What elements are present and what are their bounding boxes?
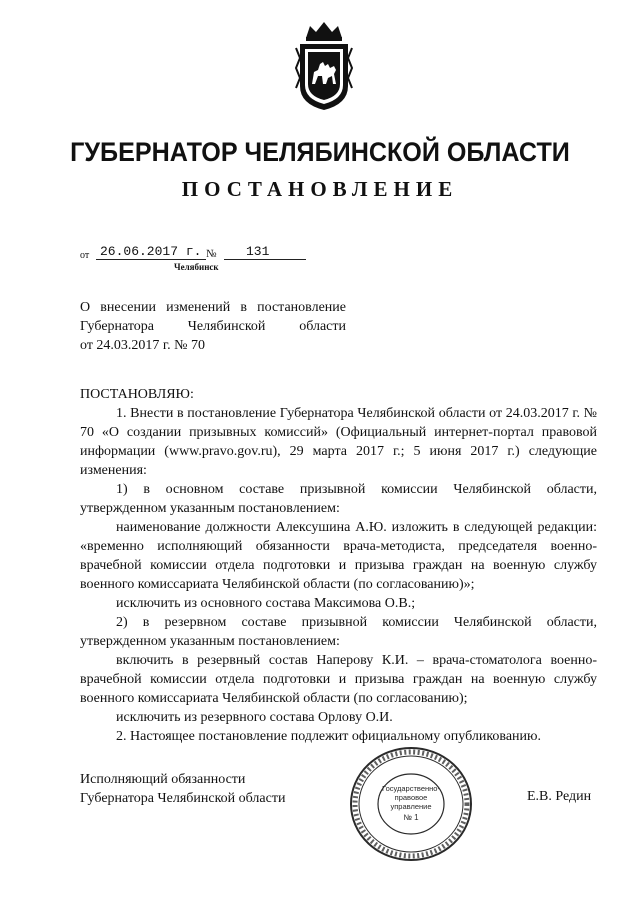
- body-paragraph: исключить из основного состава Максимова О.В.;: [116, 596, 416, 611]
- official-seal-stamp: [346, 744, 476, 864]
- seal-text: правовое: [394, 793, 428, 802]
- date-prefix: от: [80, 250, 90, 261]
- signatory-name: Е.В. Редин: [527, 789, 592, 804]
- number-prefix: №: [206, 248, 217, 260]
- body-paragraph: 1) в основном составе призывной комиссии Челябинской области, утвержденном указанным постановлением:: [80, 482, 597, 516]
- seal-text: управление: [390, 802, 432, 811]
- body-paragraph: исключить из резервного состава Орлову О.И.: [116, 710, 393, 725]
- document-date: 26.06.2017 г.: [96, 244, 206, 260]
- document-number: 131: [224, 244, 306, 260]
- body-paragraph: 2) в резервном составе призывной комиссии Челябинской области, утвержденном указанным постановлением:: [80, 615, 597, 649]
- body-paragraph: 1. Внести в постановление Губернатора Челябинской области от 24.03.2017 г. № 70 «О создании призывных комиссий» (Официальный интернет-портал правовой информации (www.pravo.gov.ru), 29 марта 2017 г.; 5 июня 2017 г.) следующие изменения:: [80, 406, 597, 478]
- signatory-position-line: Губернатора Челябинской области: [80, 791, 286, 806]
- seal-text: Государственно-: [382, 784, 440, 793]
- subject-line: О внесении изменений в постановление: [80, 300, 346, 315]
- document-body: [80, 385, 597, 746]
- body-paragraph: 2. Настоящее постановление подлежит официальному опубликованию.: [116, 729, 541, 744]
- resolution-heading: ПОСТАНОВЛЯЮ:: [80, 387, 194, 402]
- coat-of-arms-icon: [292, 18, 356, 114]
- body-paragraph: включить в резервный состав Наперову К.И. – врача-стоматолога военно-врачебной комиссии отдела подготовки и призыва граждан на военную службу военного комиссариата Челябинской области (по согласованию);: [80, 653, 597, 706]
- subject-line: от 24.03.2017 г. № 70: [80, 338, 205, 353]
- document-subject: [80, 298, 346, 355]
- subject-line: Губернатора Челябинской области: [80, 319, 346, 334]
- seal-text: № 1: [403, 813, 419, 822]
- body-paragraph: наименование должности Алексушина А.Ю. изложить в следующей редакции: «временно исполняющий обязанности врача-методиста, председателя военно-врачебной комиссии отдела подготовки и призыва граждан на военную службу военного комиссариата Челябинской области (по согласованию)»;: [80, 520, 597, 592]
- signatory-position-line: Исполняющий обязанности: [80, 772, 246, 787]
- date-number-line: [80, 244, 320, 264]
- document-city: Челябинск: [174, 262, 219, 272]
- signatory-position: [80, 770, 285, 808]
- document-authority-title: ГУБЕРНАТОР ЧЕЛЯБИНСКОЙ ОБЛАСТИ: [70, 137, 570, 167]
- document-type-title: ПОСТАНОВЛЕНИЕ: [181, 177, 459, 201]
